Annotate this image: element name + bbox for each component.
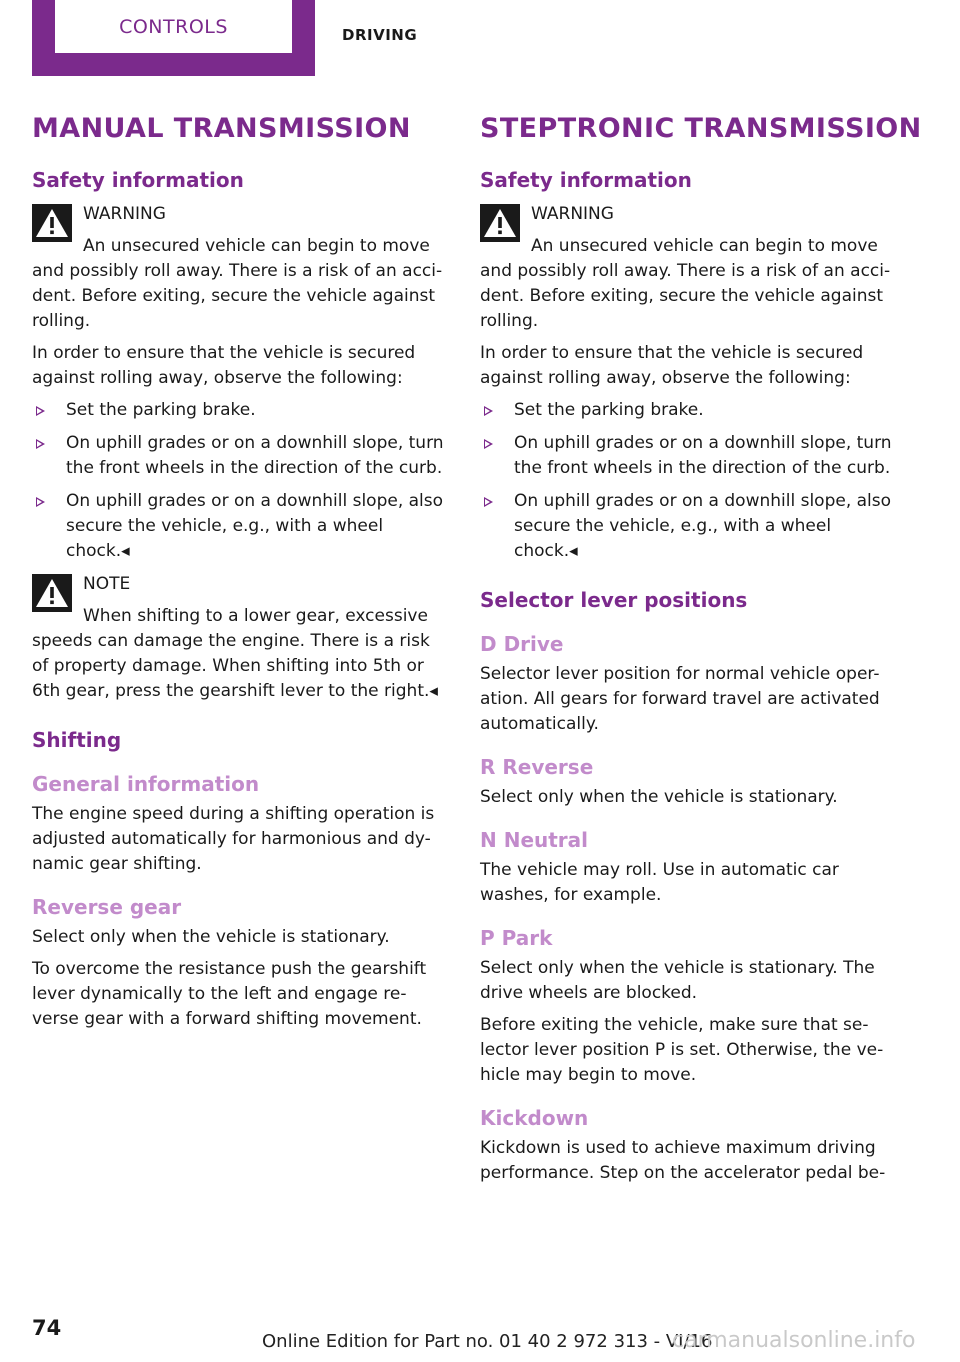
kickdown-text: Kickdown is used to achieve maximum driving performance. Step on the accelerator pedal be- (480, 1138, 886, 1183)
chapter-tab-inner (55, 0, 292, 53)
right-bullet-list (480, 398, 898, 564)
warning-text: An unsecured vehicle can begin to move and possibly roll away. There is a risk of an acci-dent. Before exiting, secure the vehicle against rolling. (480, 236, 891, 331)
park-text-2: Before exiting the vehicle, make sure that se-lector lever position P is set. Otherwise, the ve-hicle may begin to move. (480, 1015, 884, 1085)
park-text-1: Select only when the vehicle is stationary. The drive wheels are blocked. (480, 958, 875, 1003)
manual-transmission-title: MANUAL TRANSMISSION (32, 113, 411, 144)
shifting-heading: Shifting (32, 728, 122, 752)
steptronic-transmission-title: STEPTRONIC TRANSMISSION (480, 113, 922, 144)
reverse-gear-text-1: Select only when the vehicle is stationary. (32, 927, 390, 947)
drive-heading: D Drive (480, 632, 564, 656)
drive-text: Selector lever position for normal vehicle oper-ation. All gears for forward travel are activated automatically. (480, 664, 880, 734)
triangle-bullet-icon (36, 497, 45, 507)
warning-text: An unsecured vehicle can begin to move and possibly roll away. There is a risk of an acci-dent. Before exiting, secure the vehicle against rolling. (32, 236, 443, 331)
park-heading: P Park (480, 926, 553, 950)
right-safety-heading: Safety information (480, 168, 692, 192)
selector-lever-heading: Selector lever positions (480, 588, 748, 612)
list-item: On uphill grades or on a downhill slope, turn the front wheels in the direction of the curb. (32, 431, 450, 481)
chapter-tab (32, 0, 315, 76)
triangle-bullet-icon (36, 406, 45, 416)
reverse-text: Select only when the vehicle is stationary. (480, 787, 838, 807)
triangle-bullet-icon (484, 497, 493, 507)
left-note-block (32, 572, 450, 704)
warning-icon (32, 574, 72, 612)
warning-label: WARNING (531, 204, 614, 224)
watermark: carmanualsonline.info (672, 1328, 916, 1353)
list-item: Set the parking brake. (480, 398, 898, 423)
right-intro-text: In order to ensure that the vehicle is secured against rolling away, observe the following: (480, 343, 864, 388)
list-item: On uphill grades or on a downhill slope, turn the front wheels in the direction of the curb. (480, 431, 898, 481)
left-warning-block (32, 202, 450, 334)
triangle-bullet-icon (36, 439, 45, 449)
list-item: On uphill grades or on a downhill slope, also secure the vehicle, e.g., with a wheel chock.◂ (32, 489, 450, 564)
left-intro-text: In order to ensure that the vehicle is secured against rolling away, observe the following: (32, 343, 416, 388)
reverse-heading: R Reverse (480, 755, 594, 779)
general-info-text: The engine speed during a shifting operation is adjusted automatically for harmonious and dy-namic gear shifting. (32, 804, 435, 874)
warning-icon (32, 204, 72, 242)
list-item: Set the parking brake. (32, 398, 450, 423)
right-warning-block (480, 202, 898, 334)
edition-footer: Online Edition for Part no. 01 40 2 972 313 - VI/16 (262, 1331, 713, 1352)
kickdown-heading: Kickdown (480, 1106, 589, 1130)
left-safety-heading: Safety information (32, 168, 244, 192)
reverse-gear-text-2: To overcome the resistance push the gearshift lever dynamically to the left and engage re-verse gear with a forward shifting movement. (32, 959, 427, 1029)
page-number: 74 (32, 1316, 62, 1340)
neutral-text: The vehicle may roll. Use in automatic car washes, for example. (480, 860, 839, 905)
note-text: When shifting to a lower gear, excessive speeds can damage the engine. There is a risk of property damage. When shifting into 5th or 6th gear, press the gearshift lever to the right.◂ (32, 606, 438, 701)
reverse-gear-heading: Reverse gear (32, 895, 182, 919)
triangle-bullet-icon (484, 406, 493, 416)
section-label: DRIVING (342, 26, 418, 44)
left-column (32, 112, 450, 1039)
warning-label: WARNING (83, 204, 166, 224)
note-label: NOTE (83, 574, 131, 594)
triangle-bullet-icon (484, 439, 493, 449)
neutral-heading: N Neutral (480, 828, 589, 852)
general-info-heading: General information (32, 772, 260, 796)
warning-icon (480, 204, 520, 242)
list-item: On uphill grades or on a downhill slope, also secure the vehicle, e.g., with a wheel chock.◂ (480, 489, 898, 564)
left-bullet-list (32, 398, 450, 564)
chapter-tab-label: CONTROLS (119, 15, 228, 38)
right-column (480, 112, 922, 1193)
